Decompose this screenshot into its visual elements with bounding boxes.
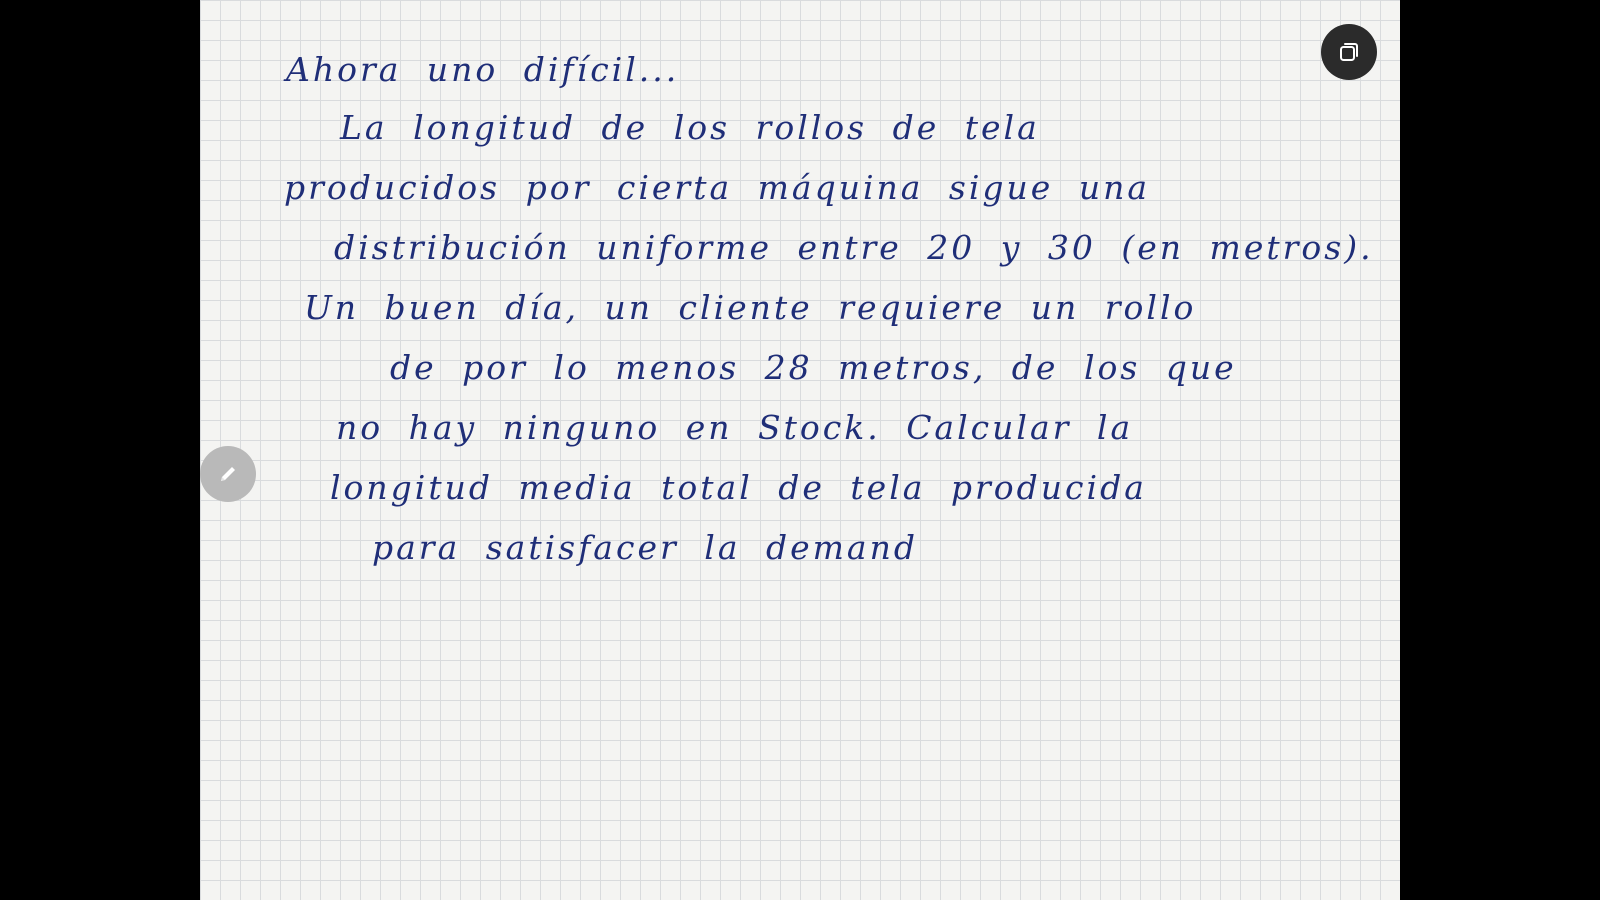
note-line-7: no hay ninguno en Stock. Calcular la: [336, 408, 1134, 447]
pen-tool-button[interactable]: [200, 446, 256, 502]
note-line-9: para satisfacer la demand: [372, 528, 918, 567]
notebook-page: [200, 0, 1400, 900]
note-line-6: de por lo menos 28 metros, de los que: [390, 348, 1237, 387]
note-line-2: La longitud de los rollos de tela: [340, 108, 1040, 147]
note-line-3: producidos por cierta máquina sigue una: [284, 168, 1151, 207]
copy-square-icon: [1337, 40, 1361, 64]
note-line-8: longitud media total de tela producida: [330, 468, 1147, 507]
copy-button[interactable]: [1321, 24, 1377, 80]
note-line-5: Un buen día, un cliente requiere un rollo: [304, 288, 1197, 327]
pencil-icon: [216, 462, 240, 486]
note-line-4: distribución uniforme entre 20 y 30 (en metros).: [334, 228, 1374, 267]
note-line-1: Ahora uno difícil...: [286, 50, 680, 89]
